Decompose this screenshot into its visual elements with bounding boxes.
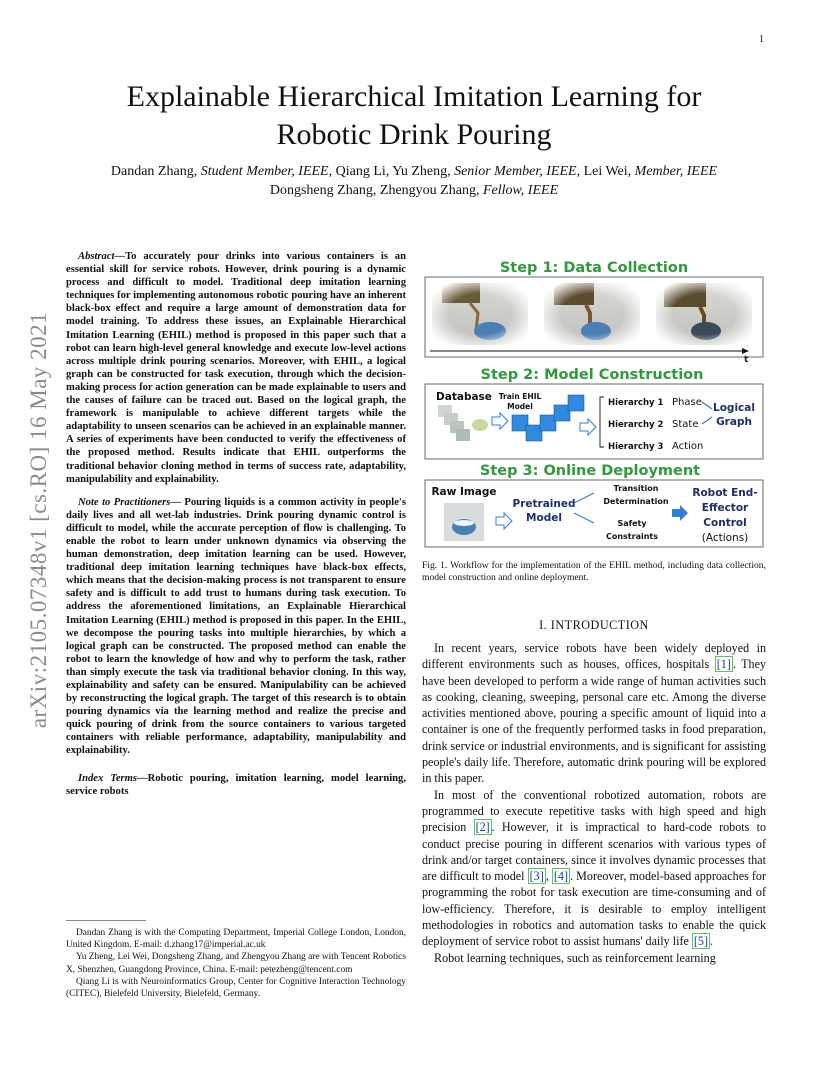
footnotes <box>66 920 406 1000</box>
authors-line-2 <box>60 181 768 200</box>
author-name: , Qiang Li, Yu Zheng, <box>328 164 455 179</box>
pretrained-label-2: Model <box>526 512 562 524</box>
train-ehil-label: Train EHIL <box>498 392 542 401</box>
citation-link[interactable]: [3] <box>529 869 544 884</box>
workflow-figure <box>422 255 766 561</box>
author-role: Student Member, IEEE <box>200 164 329 179</box>
author-name: Dandan Zhang, <box>110 164 201 179</box>
title-line-1: Explainable Hierarchical Imitation Learning for <box>126 80 702 113</box>
time-label: t <box>744 355 749 365</box>
raw-image-photo <box>444 503 484 541</box>
arxiv-watermark <box>14 280 64 760</box>
footnote: Dandan Zhang is with the Computing Department, Imperial College London, London, United Kingdom. E-mail: d.zhang17@imperial.ac.uk <box>66 928 406 951</box>
database-label: Database <box>436 391 492 403</box>
abstract-text: To accurately pour drinks into various containers is an essential skill for service robots. However, drink pouring is a dynamic process and difficult to model. Traditional deep imitation learning techniques for implementing autonomous robotic pouring have an inherent black-box effect and require a large amount of demonstration data for model training. To address these issues, an Explainable Hierarchical Imitation Learning (EHIL) method is proposed in this paper such that a robot can learn high-level general knowledge and execute low-level actions across multiple drink pouring scenarios. Moreover, with EHIL, a logical graph can be constructed for task execution, through which the decision-making process for action generation can be made explainable to users and the causes of failure can be traced out. Based on the logical graph, the framework is manipulable to achieve different targets while the adaptability to unseen scenarios can be achieved in an explainable manner. A series of experiments have been conducted to verify the effectiveness of the proposed method. Results indicate that EHIL outperforms the traditional behavior cloning method in terms of success rate, adaptability, manipulability and explainability. <box>66 251 406 485</box>
robot-label-2: Effector <box>701 502 749 514</box>
text-run: In most of the conventional robotized automation, robots are programmed to execute repetitive tasks with high speed and high precision <box>422 787 766 835</box>
hierarchy-2: Hierarchy 2 <box>608 420 664 430</box>
section-heading: I. INTRODUCTION <box>539 618 649 632</box>
author-name: , Lei Wei, <box>576 164 635 179</box>
pouring-photo-2 <box>544 283 640 345</box>
hierarchy-3: Hierarchy 3 <box>608 442 664 452</box>
practitioners-label: Note to Practitioners— <box>78 496 181 508</box>
index-terms-label: Index Terms— <box>78 772 148 784</box>
index-terms <box>66 772 406 798</box>
text-run: . However, it is impractical to hard-code robots to conduct precise pouring in different scenarios with various types of drink and/or target containers, since it involves dynamic processes that are difficult to model <box>422 820 766 884</box>
logical-graph-label-1: Logical <box>713 402 755 414</box>
raw-image-label: Raw Image <box>431 486 497 498</box>
footnote: Qiang Li is with Neuroinformatics Group, Center for Cognitive Interaction Technology (CITEC), Bielefeld University, Bielefeld, Germany. <box>66 976 406 1000</box>
intro-paragraph-2 <box>422 787 766 950</box>
text-run: , <box>545 869 552 884</box>
state-label: State <box>672 419 699 430</box>
text-run: . Moreover, model-based approaches for programming the robot for task execution are time-consuming and of low-efficiency. Therefore, it is desirable to employ intelligent methodologies in robotics and automation tasks to enable the quick deployment of service robot to assist humans' daily life <box>422 869 767 949</box>
hierarchy-1: Hierarchy 1 <box>608 398 664 408</box>
logical-graph-label-2: Graph <box>716 416 752 428</box>
citation-link[interactable]: [1] <box>716 657 731 672</box>
author-list <box>60 162 768 200</box>
safety-label-1: Safety <box>617 519 647 528</box>
transition-label-1: Transition <box>613 484 659 493</box>
phase-label: Phase <box>672 397 702 408</box>
safety-label-2: Constraints <box>605 532 659 541</box>
abstract-label: Abstract— <box>78 251 126 262</box>
left-column <box>66 250 406 808</box>
citation-link[interactable]: [5] <box>693 934 708 949</box>
author-role: Senior Member, IEEE <box>454 164 577 179</box>
robot-label-4: (Actions) <box>701 532 749 544</box>
intro-paragraph-1 <box>422 640 766 787</box>
author-role: Fellow, IEEE <box>482 183 559 198</box>
pretrained-label-1: Pretrained <box>512 498 576 510</box>
text-run: . <box>709 934 714 949</box>
figure-caption: Fig. 1. Workflow for the implementation of the EHIL method, including data collection, model construction and online deployment. <box>422 560 766 584</box>
practitioners-text: Pouring liquids is a common activity in people's daily lives and all wet-lab industries. Drink pouring dynamic control is difficult to model, while the accurate perception of flow is challenging. To enable the robot to learn under unknown dynamics via observing the human demonstration, deep imitation learning can be used. However, traditional deep imitation learning techniques have black-box effects, which means that the decision-making process is not transparent to ensure safety and is difficult to add trust to humans during task execution. To address the aforementioned limitations, an Explainable Hierarchical Imitation Learning (EHIL) method is proposed in this paper. In the EHIL, we decompose the pouring tasks into multiple hierarchies, by which a logical graph can be constructed. The proposed method can enable the robot to learn the knowledge of how and why to perform the task, rather than simply execute the task via traditional behavior cloning. In this way, explainability and safety can be ensured. Manipulability can be achieved by reconstructing the logical graph. The target of this research is to obtain pouring dynamics via the learning method and realize the precise and quick pouring of drink from the source containers to various targeted containers with reliable performance, adaptability, manipulability and explainability. <box>66 496 406 757</box>
citation-link[interactable]: [4] <box>553 869 568 884</box>
index-terms-text: Robotic pouring, imitation learning, model learning, service robots <box>66 772 406 797</box>
footnote-separator <box>66 920 146 921</box>
pouring-photo-3 <box>656 283 752 345</box>
intro-paragraph-3: Robot learning techniques, such as reinforcement learning <box>434 950 716 965</box>
abstract <box>66 250 406 486</box>
author-name: Dongsheng Zhang, Zhengyou Zhang, <box>269 183 483 198</box>
footnote: Yu Zheng, Lei Wei, Dongsheng Zhang, and Zhengyou Zhang are with Tencent Robotics X, Shenzhen, Guangdong Province, China. E-mail: petezheng@tencent.com <box>66 952 406 975</box>
step3-heading: Step 3: Online Deployment <box>479 463 701 479</box>
action-label: Action <box>672 441 704 452</box>
transition-label-2: Determination <box>603 497 669 506</box>
paper-title <box>60 78 768 154</box>
authors-line-1 <box>60 162 768 181</box>
note-to-practitioners <box>66 496 406 758</box>
step1-heading: Step 1: Data Collection <box>499 260 689 276</box>
pouring-photo-1 <box>432 283 528 345</box>
right-column <box>422 640 766 966</box>
step2-heading: Step 2: Model Construction <box>480 367 704 383</box>
author-role: Member, IEEE <box>634 164 718 179</box>
title-line-2: Robotic Drink Pouring <box>276 118 552 151</box>
citation-link[interactable]: [2] <box>475 820 490 835</box>
robot-label-3: Control <box>703 517 747 529</box>
robot-label-1: Robot End- <box>692 487 758 499</box>
arxiv-id: arXiv:2105.07348v1 [cs.RO] 16 May 2021 <box>26 311 51 729</box>
text-run: In recent years, service robots have been widely deployed in different environments such as houses, offices, hospitals <box>422 641 766 672</box>
page-number: 1 <box>759 34 764 45</box>
text-run: . They have been developed to perform a wide range of human activities such as cooking, cleaning, sweeping, personal care etc. Among the diverse activities mentioned above, pouring a specific amount of liquid into a container is one of the frequently performed tasks in food preparation, drink service or industrial environments, and is significant for assisting people's daily life. Therefore, automatic drink pouring will be explored in this paper. <box>422 657 766 786</box>
train-model-label: Model <box>507 402 533 411</box>
